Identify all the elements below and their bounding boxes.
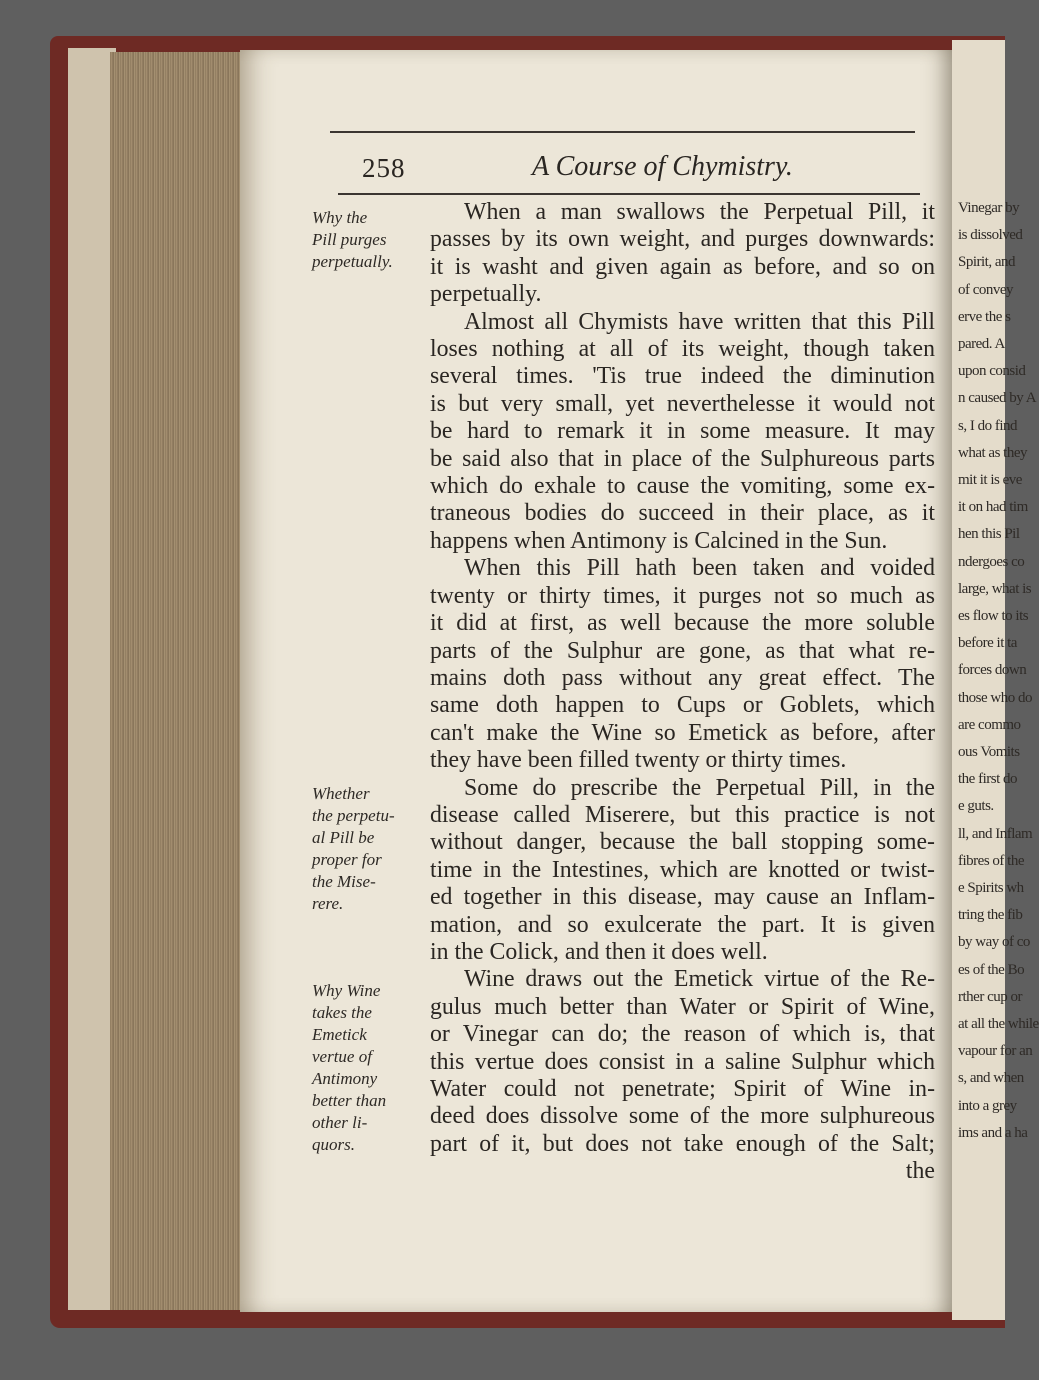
- margin-note-line: Emetick: [312, 1025, 367, 1044]
- page-fore-edge: [110, 52, 242, 1310]
- margin-note-line: al Pill be: [312, 828, 375, 847]
- body-line: happens when Antimony is Calcined in the Sun.: [430, 527, 888, 554]
- facing-page-fragment: mit it is eve: [958, 472, 1022, 488]
- catchword: the: [905, 1158, 935, 1185]
- facing-page-fragment: e Spirits wh: [958, 880, 1024, 896]
- margin-note-line: the Mise-: [312, 872, 376, 891]
- facing-page-fragment: n caused by A: [958, 390, 1037, 407]
- header-rule-bottom: [338, 193, 920, 195]
- facing-page: [952, 40, 1039, 1320]
- body-line: Wine draws out the Emetick virtue of the Re-: [464, 966, 935, 993]
- facing-page-fragment: ous Vomits: [958, 744, 1020, 760]
- body-line: or Vinegar can do; the reason of which is, that: [430, 1021, 935, 1048]
- facing-page-fragment: the first do: [958, 771, 1017, 788]
- facing-page-fragment: ll, and Inflam: [958, 825, 1033, 842]
- body-line: gulus much better than Water or Spirit of Wine,: [430, 993, 935, 1020]
- body-line: Water could not penetrate; Spirit of Wine in-: [430, 1076, 935, 1102]
- facing-page-fragment: s, and when: [958, 1070, 1024, 1087]
- body-line: be hard to remark it in some measure. It may: [430, 418, 935, 445]
- running-head: A Course of Chymistry.: [532, 151, 793, 182]
- facing-page-fragment: fibres of the: [958, 852, 1024, 869]
- facing-page-fragment: forces down: [958, 662, 1027, 679]
- margin-note-line: vertue of: [312, 1047, 372, 1066]
- facing-page-fragment: what as they: [958, 444, 1027, 461]
- facing-page-fragment: are commo: [958, 716, 1021, 733]
- margin-note-line: Why the: [312, 208, 368, 227]
- body-line: Almost all Chymists have written that this Pill: [464, 308, 935, 335]
- body-line: which do exhale to cause the vomiting, some ex-: [430, 473, 935, 500]
- facing-page-fragment: s, I do find: [958, 417, 1017, 434]
- body-line: it is washt and given again as before, and so on: [430, 253, 935, 280]
- body-line: without danger, because the ball stopping some-: [430, 829, 935, 856]
- facing-page-fragment: into a grey: [958, 1097, 1017, 1114]
- margin-note-line: Antimony: [312, 1069, 378, 1088]
- facing-page-fragment: by way of co: [958, 934, 1030, 951]
- facing-page-fragment: es of the Bo: [958, 961, 1025, 978]
- facing-page-fragment: rther cup or: [958, 988, 1022, 1005]
- body-line: disease called Miserere, but this practice is not: [430, 801, 935, 828]
- margin-note-line: quors.: [312, 1135, 355, 1154]
- body-line: it did at first, as well because the more soluble: [430, 610, 935, 637]
- margin-note-line: better than: [312, 1091, 387, 1110]
- margin-note-line: other li-: [312, 1113, 368, 1132]
- body-line: be said also that in place of the Sulphureous parts: [430, 445, 935, 472]
- facing-page-fragment: pared. A: [958, 336, 1005, 352]
- body-line: mation, and so exulcerate the part. It is given: [430, 911, 935, 938]
- facing-page-fragment: tring the fib: [958, 907, 1023, 924]
- facing-page-fragment: erve the s: [958, 308, 1011, 325]
- body-line: this vertue does consist in a saline Sulphur which: [430, 1048, 935, 1075]
- body-line: When this Pill hath been taken and voided: [464, 555, 935, 582]
- facing-page-fragment: vapour for an: [958, 1043, 1033, 1060]
- margin-note-line: the perpetu-: [312, 806, 395, 825]
- margin-note-line: rere.: [312, 894, 344, 913]
- margin-note-line: takes the: [312, 1003, 372, 1022]
- body-line: When a man swallows the Perpetual Pill, it: [464, 199, 935, 225]
- page-number: 258: [362, 153, 406, 183]
- facing-page-fragment: hen this Pil: [958, 526, 1020, 543]
- body-line: they have been filled twenty or thirty times.: [430, 747, 847, 774]
- margin-note-line: Pill purges: [312, 230, 387, 249]
- facing-page-fragment: of convey: [958, 281, 1014, 298]
- body-line: deed does dissolve some of the more sulphureous: [430, 1103, 935, 1130]
- margin-note-line: Whether: [312, 784, 370, 803]
- body-text: [430, 199, 935, 1186]
- facing-page-fragment: es flow to its: [958, 608, 1029, 624]
- facing-page-fragment: Vinegar by: [958, 200, 1020, 216]
- margin-note-line: Why Wine: [312, 981, 381, 1000]
- facing-page-fragment: ims and a ha: [958, 1124, 1028, 1141]
- body-line: can't make the Wine so Emetick as before, after: [430, 719, 935, 746]
- body-line: perpetually.: [430, 281, 542, 308]
- header-rule-top: [330, 131, 915, 133]
- margin-note-line: perpetually.: [312, 252, 393, 271]
- margin-note-line: proper for: [312, 850, 382, 869]
- facing-page-fragment: before it ta: [958, 635, 1017, 652]
- body-line: several times. 'Tis true indeed the diminution: [430, 363, 935, 390]
- body-line: loses nothing at all of its weight, though taken: [430, 336, 935, 363]
- margin-note-miserere: [312, 783, 442, 915]
- margin-note-wine-emetick: [312, 980, 442, 1156]
- margin-note-pill-purges: [312, 207, 442, 273]
- body-line: in the Colick, and then it does well.: [430, 938, 768, 965]
- facing-page-fragment: at all the while: [958, 1016, 1039, 1032]
- body-line: ed together in this disease, may cause an Inflam-: [430, 884, 935, 911]
- facing-page-fragment: it on had tim: [958, 499, 1028, 516]
- facing-page-fragment: those who do: [958, 689, 1032, 706]
- facing-page-fragment: e guts.: [958, 798, 994, 815]
- endpaper: [68, 48, 116, 1310]
- facing-page-fragment: large, what is: [958, 580, 1032, 597]
- facing-page-fragment: upon consid: [958, 363, 1026, 380]
- body-line: passes by its own weight, and purges downwards:: [430, 226, 935, 253]
- body-line: part of it, but does not take enough of the Salt;: [430, 1130, 935, 1157]
- facing-page-fragment: is dissolved: [958, 227, 1023, 244]
- body-line: same doth happen to Cups or Goblets, which: [430, 692, 935, 719]
- body-line: is but very small, yet neverthelesse it would not: [430, 390, 935, 417]
- body-line: Some do prescribe the Perpetual Pill, in the: [464, 774, 935, 801]
- body-line: traneous bodies do succeed in their place, as it: [430, 500, 935, 527]
- body-line: twenty or thirty times, it purges not so much as: [430, 582, 935, 609]
- body-line: parts of the Sulphur are gone, as that what re-: [430, 637, 935, 664]
- body-line: time in the Intestines, which are knotted or twist-: [430, 856, 935, 883]
- facing-page-fragment: Spirit, and: [958, 254, 1015, 271]
- facing-page-fragment: ndergoes co: [958, 553, 1025, 570]
- body-line: mains doth pass without any great effect. The: [430, 664, 935, 691]
